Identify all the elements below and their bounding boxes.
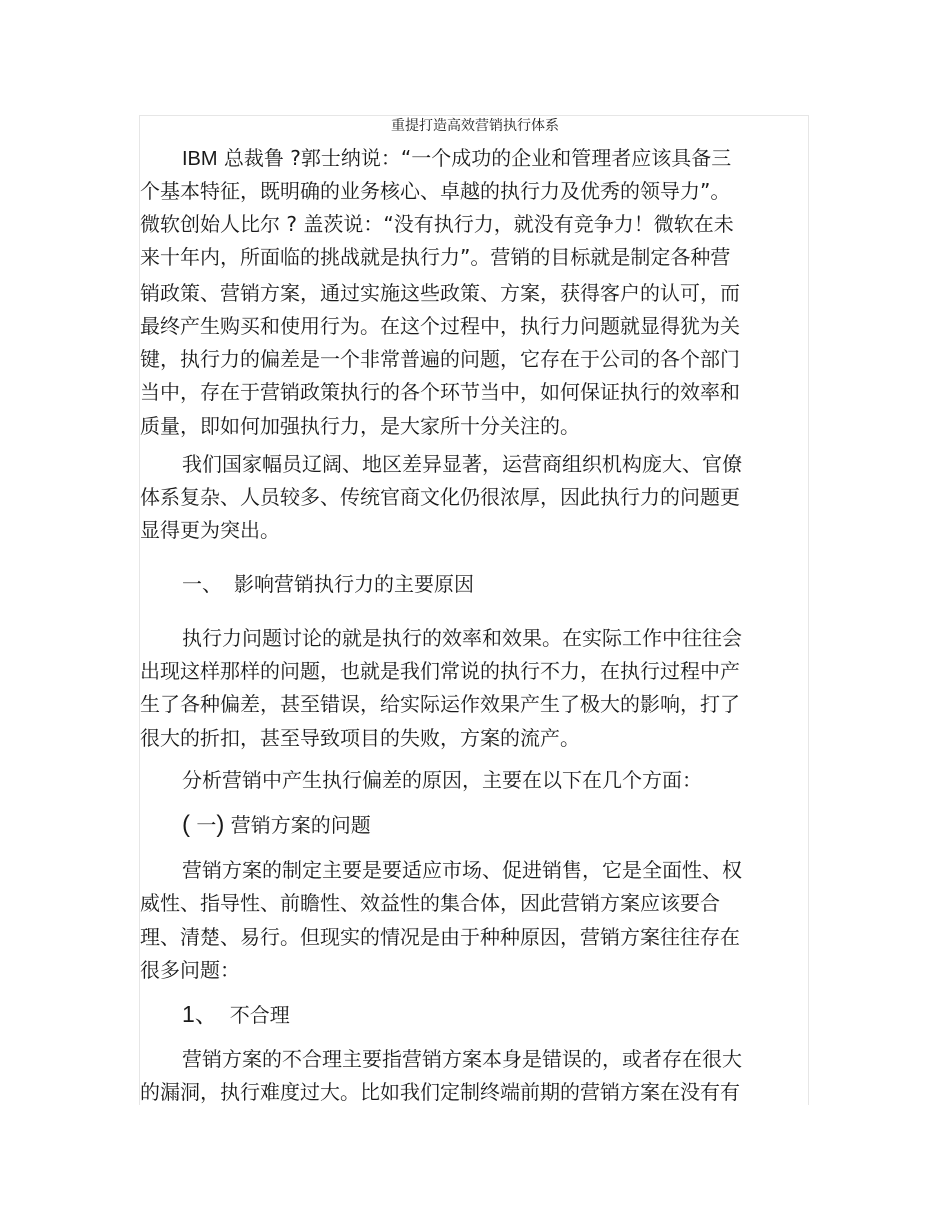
paragraph-line	[182, 143, 731, 174]
paragraph-line: 最终产生购买和使用行为。在这个过程中，执行力问题就显得犹为关	[140, 314, 740, 338]
subsubsection-heading	[182, 999, 290, 1030]
subsection-heading	[182, 810, 371, 840]
paragraph-line: 个基本特征，既明确的业务核心、卓越的执行力及优秀的领导力”。	[140, 179, 731, 203]
paragraph-line: 我们国家幅员辽阔、地区差异显著，运营商组织机构庞大、官僚	[182, 452, 742, 476]
paragraph-line: 显得更为突出。	[140, 518, 280, 542]
heading-text: 不合理	[229, 1003, 290, 1027]
heading-number: 1、	[182, 1001, 218, 1027]
paragraph-line: 键，执行力的偏差是一个非常普遍的问题，它存在于公司的各个部门	[140, 347, 740, 371]
paragraph-line: 分析营销中产生执行偏差的原因，主要在以下在几个方面：	[182, 768, 702, 792]
heading-number: 一	[190, 813, 217, 837]
paragraph-line: 质量，即如何加强执行力，是大家所十分关注的。	[140, 414, 580, 438]
paragraph-line: 出现这样那样的问题，也就是我们常说的执行不力，在执行过程中产	[140, 659, 740, 683]
paragraph-line: 生了各种偏差，甚至错误，给实际运作效果产生了极大的影响，打了	[140, 692, 740, 716]
heading-text: 营销方案的问题	[224, 813, 371, 837]
paragraph-line: 理、清楚、易行。但现实的情况是由于种种原因，营销方案往往存在	[140, 925, 740, 949]
paragraph-line: 当中，存在于营销政策执行的各个环节当中，如何保证执行的效率和	[140, 380, 740, 404]
paragraph-line: 威性、指导性、前瞻性、效益性的集合体，因此营销方案应该要合	[140, 891, 720, 915]
paragraph-line: 营销方案的不合理主要指营销方案本身是错误的，或者存在很大	[182, 1047, 742, 1071]
heading-text: 影响营销执行力的主要原因	[234, 572, 474, 596]
paragraph-line: 微软创始人比尔 ? 盖茨说：“没有执行力，就没有竞争力！微软在未	[140, 212, 734, 236]
paragraph-line: 的漏洞，执行难度过大。比如我们定制终端前期的营销方案在没有有	[140, 1080, 740, 1104]
document-title: 重提打造高效营销执行体系	[391, 118, 559, 134]
paragraph-line: 很大的折扣，甚至导致项目的失败，方案的流产。	[140, 726, 580, 750]
paragraph-line: 体系复杂、人员较多、传统官商文化仍很浓厚，因此执行力的问题更	[140, 485, 740, 509]
paragraph-line: 执行力问题讨论的就是执行的效率和效果。在实际工作中往往会	[182, 626, 742, 650]
heading-open-paren: (	[182, 811, 190, 838]
paragraph-line: 销政策、营销方案，通过实施这些政策、方案，获得客户的认可，而	[140, 281, 740, 305]
paragraph-line: 营销方案的制定主要是要适应市场、促进销售，它是全面性、权	[182, 858, 742, 882]
heading-close-paren: )	[216, 811, 225, 838]
text-fragment: IBM	[182, 148, 218, 170]
section-heading	[182, 569, 474, 599]
text-fragment: 总裁鲁 ?郭士纳说：“一个成功的企业和管理者应该具备三	[217, 146, 732, 170]
paragraph-line: 来十年内，所面临的挑战就是执行力”。营销的目标就是制定各种营	[140, 245, 731, 269]
paragraph-line: 很多问题：	[140, 958, 240, 982]
heading-number: 一、	[182, 572, 222, 596]
